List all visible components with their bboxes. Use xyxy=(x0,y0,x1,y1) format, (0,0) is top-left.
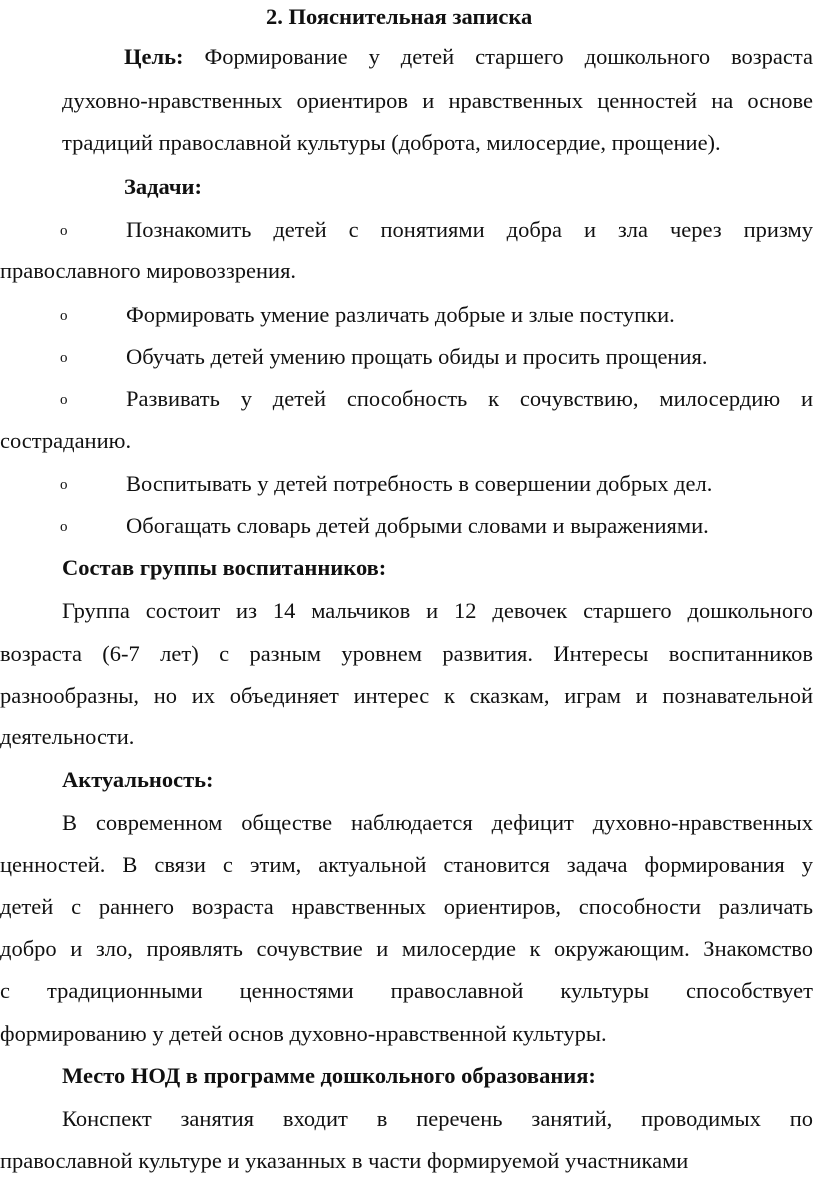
bullet-marker: o xyxy=(60,223,68,239)
place-line-2: православной культуре и указанных в части формируемой участниками xyxy=(0,1148,689,1173)
task-4-line-1: Развивать у детей способность к сочувствию, милосердию и xyxy=(126,386,813,411)
relevance-line-4: добро и зло, проявлять сочувствие и милосердие к окружающим. Знакомство xyxy=(0,936,813,961)
bullet-marker: o xyxy=(60,350,68,366)
bullet-marker: o xyxy=(60,308,68,324)
goal-line-1 xyxy=(124,42,813,72)
task-4-line-2: состраданию. xyxy=(0,428,132,453)
goal-line-3: традиций православной культуры (доброта, милосердие, прощение). xyxy=(62,130,721,155)
place-line-1: Конспект занятия входит в перечень занятий, проводимых по xyxy=(62,1106,813,1131)
task-5-line-1: Воспитывать у детей потребность в совершении добрых дел. xyxy=(126,471,713,496)
group-line-2: возраста (6-7 лет) с разным уровнем развития. Интересы воспитанников xyxy=(0,641,813,666)
task-1-line-1: Познакомить детей с понятиями добра и зла через призму xyxy=(126,217,813,242)
place-heading: Место НОД в программе дошкольного образования: xyxy=(62,1063,596,1088)
goal-text: Формирование у детей старшего дошкольного возраста xyxy=(204,44,814,69)
group-line-4: деятельности. xyxy=(0,724,135,749)
task-2-line-1: Формировать умение различать добрые и злые поступки. xyxy=(126,302,675,327)
goal-line-2: духовно-нравственных ориентиров и нравственных ценностей на основе xyxy=(62,88,813,113)
relevance-line-1: В современном обществе наблюдается дефицит духовно-нравственных xyxy=(62,810,813,835)
tasks-heading: Задачи: xyxy=(124,174,203,199)
task-3-line-1: Обучать детей умению прощать обиды и просить прощения. xyxy=(126,344,708,369)
relevance-heading: Актуальность: xyxy=(62,767,214,792)
relevance-line-5: с традиционными ценностями православной культуры способствует xyxy=(0,978,813,1003)
relevance-line-6: формированию у детей основ духовно-нравственной культуры. xyxy=(0,1021,607,1046)
goal-label: Цель: xyxy=(124,44,184,69)
bullet-marker: o xyxy=(60,519,68,535)
relevance-line-3: детей с раннего возраста нравственных ориентиров, способности различать xyxy=(0,894,813,919)
task-1-line-2: православного мировоззрения. xyxy=(0,258,297,283)
group-heading: Состав группы воспитанников: xyxy=(62,555,387,580)
bullet-marker: o xyxy=(60,392,68,408)
task-6-line-1: Обогащать словарь детей добрыми словами и выражениями. xyxy=(126,513,709,538)
group-line-1: Группа состоит из 14 мальчиков и 12 девочек старшего дошкольного xyxy=(62,598,813,623)
bullet-marker: o xyxy=(60,477,68,493)
group-line-3: разнообразны, но их объединяет интерес к сказкам, играм и познавательной xyxy=(0,683,813,708)
relevance-line-2: ценностей. В связи с этим, актуальной становится задача формирования у xyxy=(0,852,813,877)
page-title: 2. Пояснительная записка xyxy=(266,4,533,29)
